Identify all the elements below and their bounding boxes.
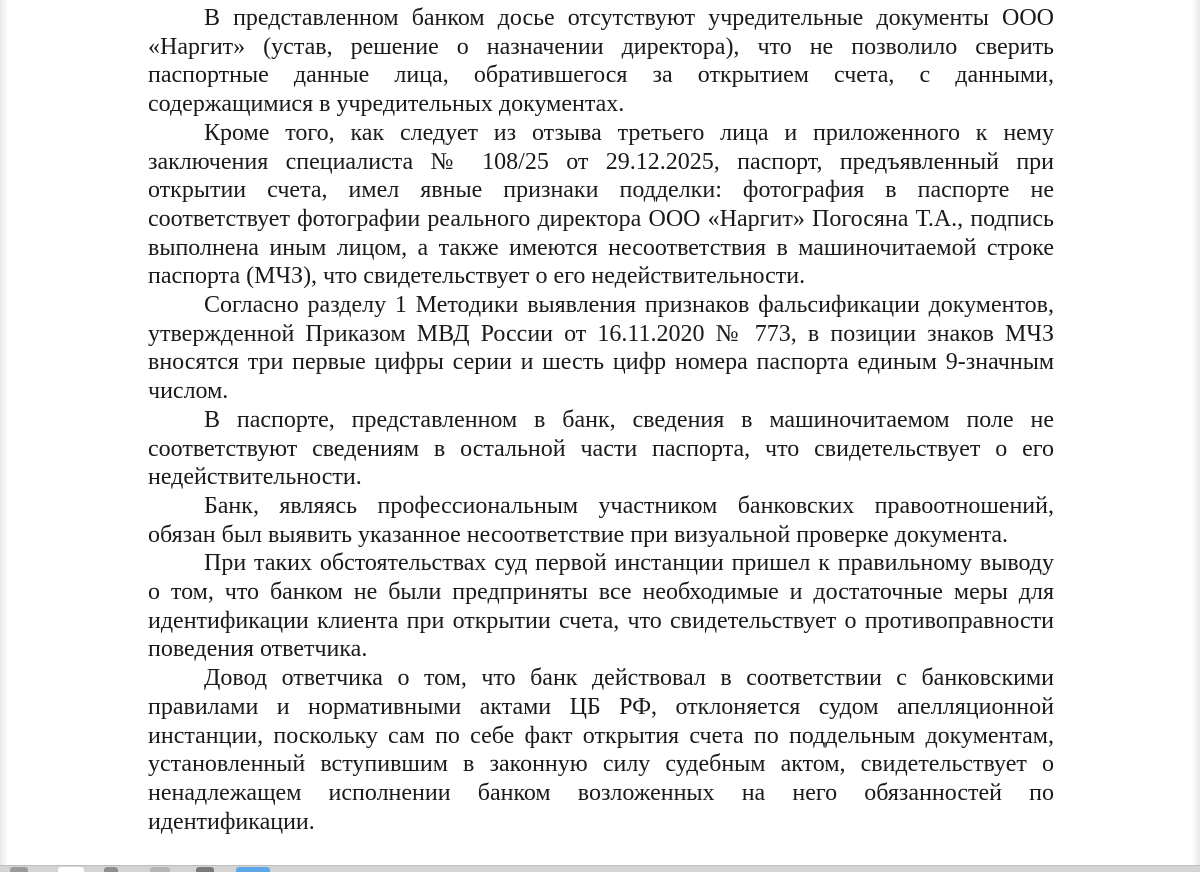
paragraph-court-conclusion: При таких обстоятельствах суд первой инстанции пришел к правильному выводу о том, что банком не были предприняты все необходимые и достаточные меры для идентификации клиента при открытии счета, что свидетельствует о противоправности поведения ответчика. bbox=[148, 550, 1054, 663]
paragraph-mrz-mismatch: В паспорте, представленном в банк, сведения в машиночитаемом поле не соответствуют сведениям в остальной части паспорта, что свидетельствует о его недействительности. bbox=[148, 406, 1054, 491]
paragraph-forged-passport: Кроме того, как следует из отзыва третьего лица и приложенного к нему заключения специалиста № 108/25 от 29.12.2025, паспорт, предъявленный при открытии счета, имел явные признаки подделки: фотография в паспорте не соответствует фотографии реального директора ООО «Наргит» Погосяна Т.А., подпись выполнена иным лицом, а также имеются несоответствия в машиночитаемой строке паспорта (МЧЗ), что свидетельствует о его недействительности. bbox=[148, 119, 1054, 290]
taskbar-item[interactable] bbox=[104, 867, 118, 872]
paragraph-appeal-rejected: Довод ответчика о том, что банк действовал в соответствии с банковскими правилами и нормативными актами ЦБ РФ, отклоняется судом апелляционной инстанции, поскольку сам по себе факт открытия счета по поддельным документам, установленный вступившим в законную силу судебным актом, свидетельствует о ненадлежащем исполнении банком возложенных на него обязанностей по идентификации. bbox=[148, 665, 1054, 835]
paragraph-missing-documents: В представленном банком досье отсутствуют учредительные документы ООО «Наргит» (устав, решение о назначении директора), что не позволило сверить паспортные данные лица, обратившегося за открытием счета, с данными, содержащимися в учредительных документах. bbox=[148, 5, 1054, 118]
taskbar-item[interactable] bbox=[10, 867, 28, 872]
page-edge-right bbox=[1192, 0, 1200, 866]
paragraph-methodology: Согласно разделу 1 Методики выявления признаков фальсификации документов, утвержденной Приказом МВД России от 16.11.2020 № 773, в позиции знаков МЧЗ вносятся три первые цифры серии и шесть цифр номера паспорта единым 9-значным числом. bbox=[148, 292, 1054, 405]
taskbar-item[interactable] bbox=[150, 867, 170, 872]
paragraph-bank-duty: Банк, являясь профессиональным участником банковских правоотношений, обязан был выявить указанное несоответствие при визуальной проверке документа. bbox=[148, 492, 1054, 548]
page-edge-left bbox=[0, 0, 8, 866]
taskbar-item[interactable] bbox=[58, 867, 84, 872]
taskbar bbox=[0, 865, 1200, 872]
document-page bbox=[148, 4, 1054, 836]
taskbar-item[interactable] bbox=[236, 867, 270, 872]
taskbar-item[interactable] bbox=[196, 867, 214, 872]
